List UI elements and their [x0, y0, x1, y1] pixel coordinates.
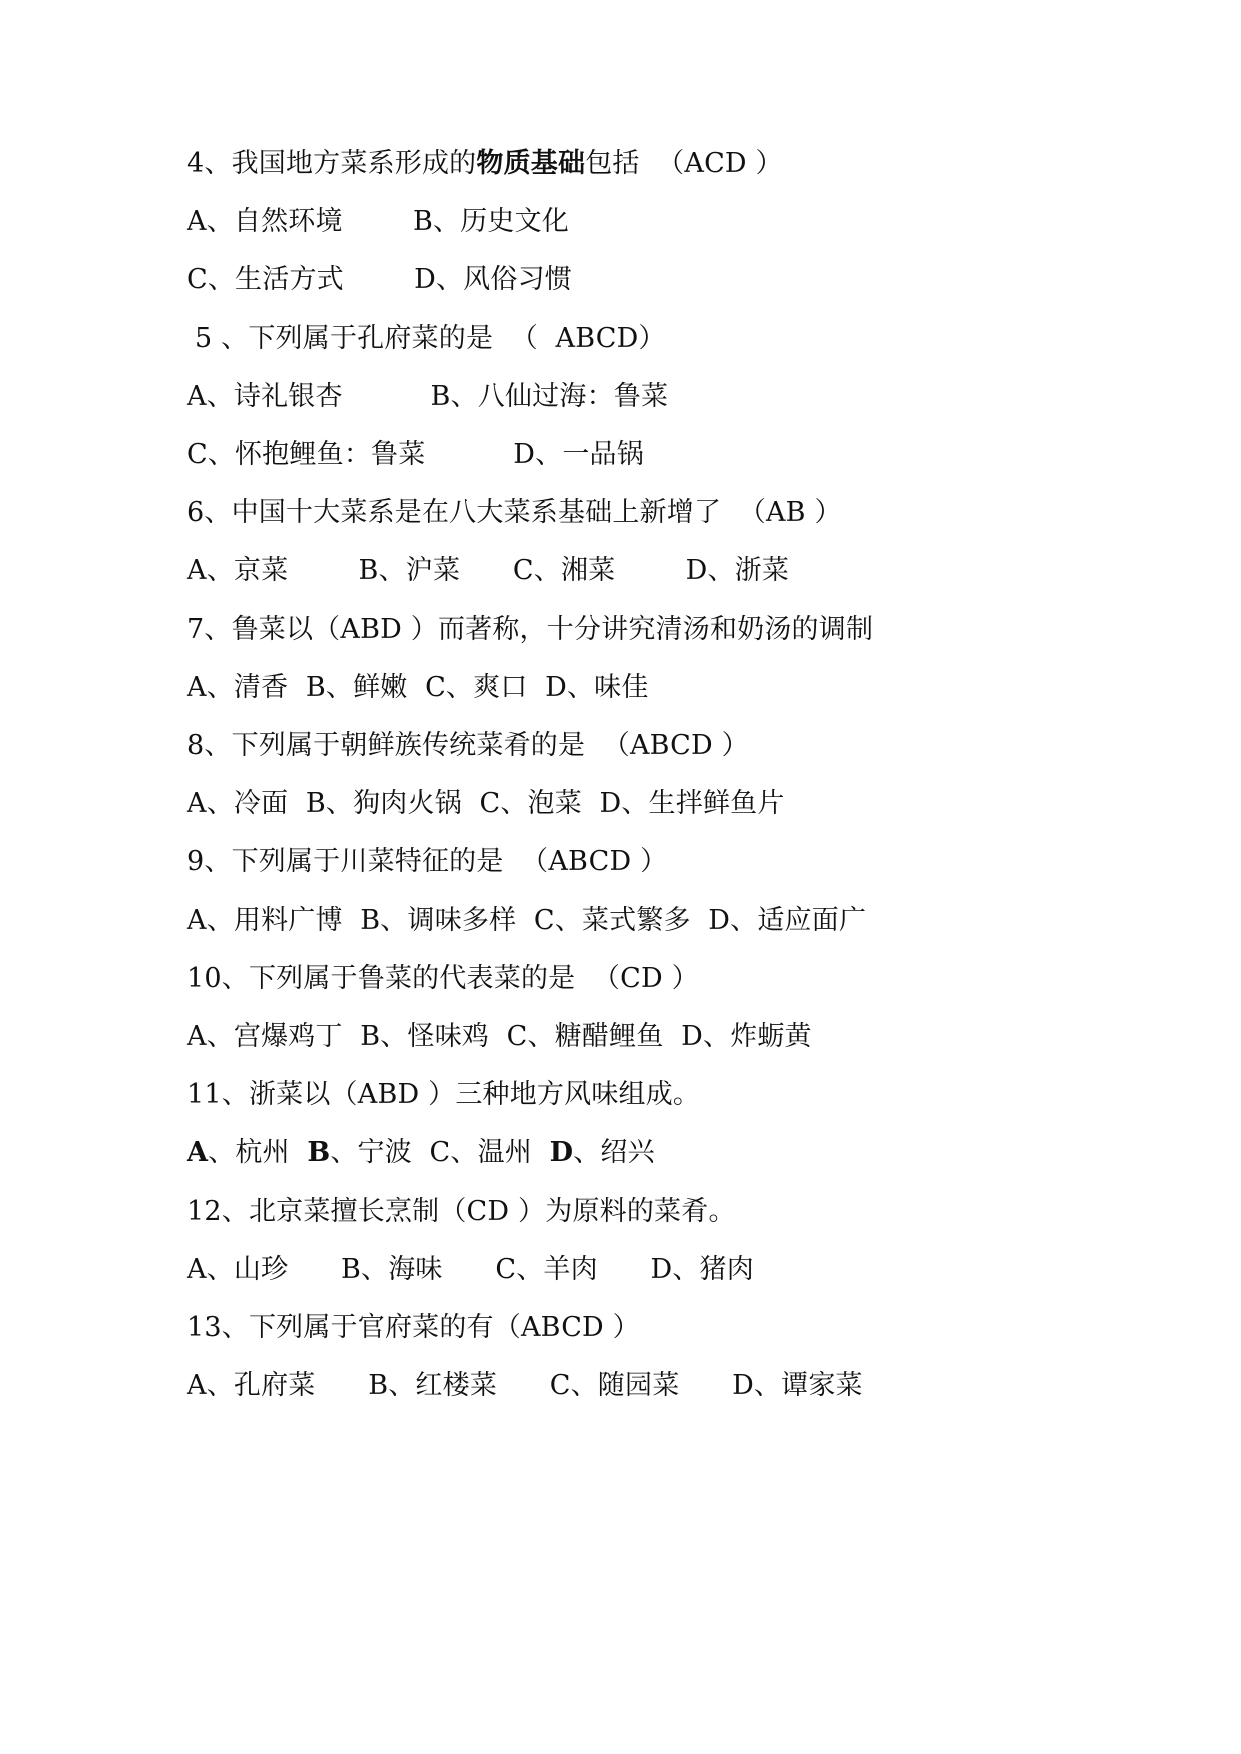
text-segment: A、清香 B、鲜嫩 C、爽口 D、味佳: [187, 672, 649, 703]
text-line: [187, 726, 749, 766]
text-line: [187, 202, 569, 242]
text-line: [187, 668, 649, 708]
text-line: [187, 551, 789, 591]
text-segment: C、怀抱鲤鱼：鲁菜 D、一品锅: [187, 439, 644, 470]
text-segment: 5 、下列属于孔府菜的是 （ ABCD）: [195, 323, 666, 354]
text-line: [195, 319, 666, 359]
text-segment: A、宫爆鸡丁 B、怪味鸡 C、糖醋鲤鱼 D、炸蛎黄: [187, 1021, 812, 1052]
text-segment: A、诗礼银杏 B、八仙过海：鲁菜: [187, 381, 669, 412]
bold-text-segment: B: [307, 1137, 331, 1168]
text-line: [187, 1192, 736, 1232]
text-line: [187, 1017, 812, 1057]
text-line: [187, 1250, 754, 1290]
text-line: [187, 1075, 700, 1115]
text-segment: 10、下列属于鲁菜的代表菜的是 （CD ）: [187, 963, 699, 994]
text-segment: 8、下列属于朝鲜族传统菜肴的是 （ABCD ）: [187, 730, 749, 761]
text-line: [187, 260, 572, 300]
text-line: [187, 610, 873, 650]
text-segment: 6、中国十大菜系是在八大菜系基础上新增了 （AB ）: [187, 497, 842, 528]
bold-text-segment: D: [549, 1137, 574, 1168]
text-line: [187, 493, 842, 533]
text-line: [187, 784, 785, 824]
bold-text-segment: A: [187, 1137, 209, 1168]
text-segment: 、绍兴: [573, 1137, 655, 1168]
text-line: [187, 435, 644, 475]
bold-text-segment: 物质基础: [476, 148, 586, 179]
text-segment: 12、北京菜擅长烹制（CD ）为原料的菜肴。: [187, 1196, 736, 1227]
text-segment: 、宁波 C、温州: [330, 1137, 550, 1168]
text-segment: 包括 （ACD ）: [585, 148, 783, 179]
text-segment: 11、浙菜以（ABD ）三种地方风味组成。: [187, 1079, 701, 1110]
text-segment: C、生活方式 D、风俗习惯: [187, 264, 572, 295]
text-segment: 7、鲁菜以（ABD ）而著称，十分讲究清汤和奶汤的调制: [187, 614, 874, 645]
text-line: [187, 1308, 640, 1348]
text-segment: A、山珍 B、海味 C、羊肉 D、猪肉: [187, 1254, 754, 1285]
text-line: [187, 959, 699, 999]
text-segment: 、杭州: [208, 1137, 308, 1168]
text-segment: 9、下列属于川菜特征的是 （ABCD ）: [187, 846, 668, 877]
text-line: [187, 144, 783, 184]
text-line: [187, 1366, 863, 1406]
text-segment: 4、我国地方菜系形成的: [187, 148, 477, 179]
text-segment: 13、下列属于官府菜的有（ABCD ）: [187, 1312, 640, 1343]
text-segment: A、冷面 B、狗肉火锅 C、泡菜 D、生拌鲜鱼片: [187, 788, 785, 819]
text-segment: A、孔府菜 B、红楼菜 C、随园菜 D、谭家菜: [187, 1370, 863, 1401]
text-line: [187, 1133, 655, 1173]
text-segment: A、用料广博 B、调味多样 C、菜式繁多 D、适应面广: [187, 905, 867, 936]
text-segment: A、自然环境 B、历史文化: [187, 206, 569, 237]
text-segment: A、京菜 B、沪菜 C、湘菜 D、浙菜: [187, 555, 790, 586]
text-line: [187, 901, 866, 941]
text-line: [187, 842, 667, 882]
text-line: [187, 377, 668, 417]
